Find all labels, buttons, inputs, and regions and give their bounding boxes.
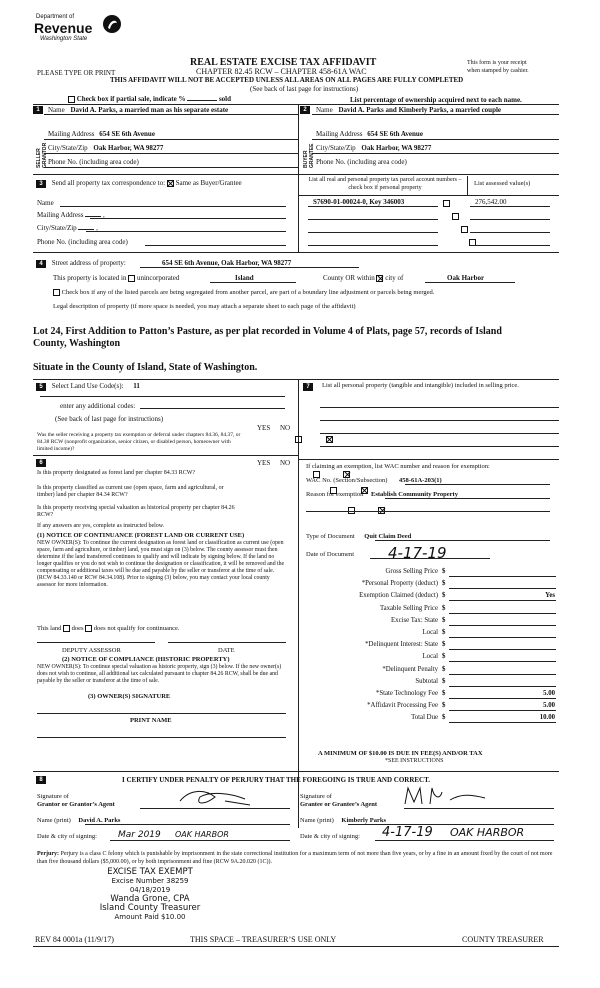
buyer-side-label: BUYER GRANTEE — [303, 143, 315, 168]
fee-label: Local — [422, 629, 438, 636]
exemption-reason[interactable]: Establish Community Property — [371, 491, 458, 498]
buyer-address-label: Mailing Address — [316, 130, 363, 138]
fee-dollar-sign: $ — [442, 629, 446, 636]
print-name-label: PRINT NAME — [130, 717, 172, 724]
buyer-name-label: Name — [316, 106, 333, 114]
legal-description-line1[interactable]: Lot 24, First Addition to Patton’s Pasture, as per plat recorded in Volume 4 of Plats, page 57, records of Island — [33, 326, 502, 337]
street-address-label: Street address of property: — [51, 259, 126, 267]
form-title: REAL ESTATE EXCISE TAX AFFIDAVIT — [190, 57, 377, 68]
personal-property-checkbox-2[interactable] — [452, 213, 459, 220]
seller-address[interactable]: 654 SE 6th Avenue — [99, 130, 155, 138]
treasurer-stamp — [90, 868, 210, 922]
forest-land-question: Is this property designated as forest land per chapter 84.33 RCW? — [37, 470, 196, 476]
grantee-signature-of: Signature of — [300, 793, 332, 800]
section5-yes-header: YES — [257, 424, 271, 432]
fee-underline — [449, 600, 556, 601]
chapter-ref: CHAPTER 82.45 RCW – CHAPTER 458-61A WAC — [196, 67, 367, 76]
corr-phone-label: Phone No. (including area code) — [37, 238, 128, 246]
legal-description-label: Legal description of property (if more space is needed, you may attach a separate sheet to each page of the affidavit) — [53, 303, 356, 310]
certify-statement: I CERTIFY UNDER PENALTY OF PERJURY THAT THE FOREGOING IS TRUE AND CORRECT. — [122, 776, 431, 784]
grantee-city[interactable]: OAK HARBOR — [450, 826, 525, 839]
grantor-name[interactable]: David A. Parks — [78, 817, 121, 824]
seller-name[interactable]: David A. Parks, a married man as his separate estate — [70, 106, 229, 114]
fee-dollar-sign: $ — [442, 677, 446, 685]
unincorporated-label: unincorporated — [136, 274, 180, 282]
fee-label: Exemption Claimed (deduct) — [359, 592, 438, 600]
logo-line2: Revenue — [34, 20, 93, 36]
segregated-checkbox[interactable] — [53, 289, 60, 296]
section-5-number: 5 — [36, 383, 46, 391]
exemption-yes-checkbox[interactable] — [295, 436, 302, 443]
stamp-exempt: EXCISE TAX EXEMPT — [107, 867, 193, 877]
fee-underline — [449, 722, 556, 723]
section-4-number: 4 — [36, 260, 46, 268]
seller-phone-label: Phone No. (including area code) — [48, 158, 139, 166]
this-land-label: This land — [37, 625, 62, 632]
notice-compliance-text: NEW OWNER(S): To continue special valuation as historic property, sign (3) below. If the new owner(s) does not wish to continue, all additional tax calculated pursuant to chapter 84.26 RCW, shall be due and payable by the seller or transferor at the time of sale. — [37, 664, 282, 684]
fee-label: Local — [422, 653, 438, 661]
stamp-amount-paid: Amount Paid $10.00 — [114, 913, 186, 921]
document-date[interactable]: 4-17-19 — [388, 544, 447, 562]
fee-underline — [449, 649, 556, 650]
seller-name-label: Name — [48, 106, 65, 114]
fee-value[interactable]: 10.00 — [539, 714, 555, 722]
notice-continuance-title: (1) NOTICE OF CONTINUANCE (FOREST LAND OR CURRENT USE) — [37, 532, 245, 539]
stamp-excise-number: Excise Number 38259 — [111, 877, 189, 885]
notice-continuance-text: NEW OWNER(S): To continue the current designation as forest land or classification as current use (open space, farm and agriculture, or timber) land, you must sign on (3) below. The county assessor must then determine if the land transferred continues to qualify and will indicate by signing below. If the land no longer qualifies or you do not wish to continue the designation or classification, it will be removed and the compensating or additional taxes will be due and payable by the seller or transferor at the time of sale. (RCW 84.33.140 or RCW 84.34.108). Prior to signing (3) below, you may contact your local county assessor for more information. — [37, 540, 285, 588]
see-back: (See back of last page for instructions) — [250, 85, 359, 93]
assessor-date-label: DATE — [218, 647, 235, 654]
perjury-text: Perjury is a class C felony which is punishable by imprisonment in the state correctional institution for a maximum term of not more than five years, or by a fine in an amount fixed by the court of not more than five thousand dollars ($5,000.00), or by both imprisonment and fine (RCW 9A.20.020 (1C)). — [37, 851, 553, 865]
same-as-buyer-checkbox[interactable] — [167, 180, 174, 187]
property-county[interactable]: Island — [235, 274, 254, 282]
seller-city[interactable]: Oak Harbor, WA 98277 — [93, 144, 164, 152]
exemption-question: Was the seller receiving a property tax exemption or deferral under chapters 84.36, 84.37, or 84.38 RCW (nonprofit organization, senior citizen, or disabled person, homeowner with limited income)? — [37, 432, 241, 452]
section-1-number: 1 — [33, 106, 43, 114]
fee-dollar-sign: $ — [442, 592, 446, 600]
fee-dollar-sign: $ — [442, 568, 446, 575]
seller-address-label: Mailing Address — [48, 130, 95, 138]
grantee-date-label: Date & city of signing: — [300, 833, 360, 840]
grantee-signature-icon[interactable] — [400, 784, 490, 808]
fee-underline — [449, 613, 556, 614]
grantee-agent-label: Grantee or Grantee’s Agent — [300, 801, 378, 808]
exemption-claim-label: If claiming an exemption, list WAC number and reason for exemption: — [306, 463, 490, 470]
does-qualify-checkbox[interactable] — [63, 625, 70, 632]
located-in-label: This property is located in — [53, 274, 127, 282]
fee-label: Excise Tax: State — [391, 616, 438, 624]
fee-underline — [449, 637, 556, 638]
stamp-date: 04/18/2019 — [129, 886, 171, 894]
fee-value[interactable]: 5.00 — [543, 702, 555, 710]
section-2-number: 2 — [300, 106, 310, 114]
section6-yes-header: YES — [257, 459, 271, 467]
wac-number[interactable]: 458-61A-203(1) — [399, 477, 442, 484]
additional-codes-label: enter any additional codes: — [60, 402, 136, 410]
buyer-name[interactable]: David A. Parks and Kimberly Parks, a married couple — [338, 106, 502, 114]
fee-label: Gross Selling Price — [385, 568, 438, 575]
buyer-phone-label: Phone No. (including area code) — [316, 158, 407, 166]
parcel-list-header: List all real and personal property tax parcel account numbers – check box if personal property — [308, 177, 462, 191]
exemption-no-checkbox[interactable] — [326, 436, 333, 443]
fee-underline — [449, 625, 556, 626]
land-use-code[interactable]: 11 — [133, 382, 140, 390]
fee-label: Taxable Selling Price — [379, 604, 438, 612]
historic-question: Is this property receiving special valuation as historical property per chapter 84.26 RCW? — [37, 505, 235, 518]
section-3-number: 3 — [36, 180, 46, 188]
property-city[interactable]: Oak Harbor — [447, 274, 485, 282]
buyer-city-label: City/State/Zip — [316, 144, 356, 152]
fee-underline — [449, 698, 556, 699]
fee-dollar-sign: $ — [442, 616, 446, 624]
dor-logo — [34, 14, 124, 54]
assessed-value[interactable]: 276,542.00 — [475, 198, 507, 206]
fee-underline — [449, 674, 556, 675]
section-8-number: 8 — [36, 776, 46, 784]
corr-address-comma: , — [102, 211, 105, 219]
grantor-agent-label: Grantor or Grantor’s Agent — [37, 801, 115, 808]
grantor-city[interactable]: OAK HARBOR — [175, 830, 229, 839]
fee-underline — [449, 686, 556, 687]
logo-mark-icon — [102, 14, 122, 34]
fee-dollar-sign: $ — [442, 665, 446, 673]
fee-dollar-sign: $ — [442, 702, 446, 710]
fee-dollar-sign: $ — [442, 580, 446, 588]
property-street-address[interactable]: 654 SE 6th Avenue, Oak Harbor, WA 98277 — [162, 259, 292, 267]
fee-value[interactable]: 5.00 — [543, 690, 555, 697]
unincorporated-checkbox[interactable] — [128, 275, 135, 282]
fee-label: *Delinquent Penalty — [382, 665, 438, 673]
see-instructions: *SEE INSTRUCTIONS — [385, 758, 444, 764]
document-date-label: Date of Document — [306, 551, 355, 558]
fee-label: *State Technology Fee — [375, 690, 438, 697]
partial-sale-label: Check box if partial sale, indicate % — [76, 95, 186, 103]
logo-line3: Washington State — [40, 36, 88, 42]
logo-line1: Department of — [36, 14, 75, 20]
if-any-yes: If any answers are yes, complete as instructed below. — [37, 523, 165, 529]
minimum-due: A MINIMUM OF $10.00 IS DUE IN FEE(S) AND/OR TAX — [318, 750, 483, 757]
same-as-buyer-label: Same as Buyer/Grantee — [175, 179, 242, 187]
reason-label: Reason for exemption — [306, 491, 364, 498]
land-use-see-back: (See back of last page for instructions) — [55, 415, 164, 423]
receipt-note2: when stamped by cashier. — [467, 68, 529, 74]
grantor-name-label: Name (print) — [37, 817, 71, 824]
corr-city-comma: , — [96, 224, 98, 232]
personal-property-checkbox-1[interactable] — [443, 200, 450, 207]
grantor-signature-of: Signature of — [37, 793, 69, 800]
sold-label: sold — [218, 95, 232, 103]
fee-label: *Affidavit Processing Fee — [367, 702, 438, 710]
fee-dollar-sign: $ — [442, 690, 446, 697]
fee-underline — [449, 710, 556, 711]
fee-label: Subtotal — [415, 677, 438, 685]
receipt-note1: This form is your receipt — [467, 60, 527, 66]
perjury-label: Perjury: — [37, 851, 59, 857]
corr-address-label: Mailing Address — [37, 211, 84, 219]
fee-dollar-sign: $ — [442, 604, 446, 612]
personal-property-label: List all personal property (tangible and intangible) included in selling price. — [322, 382, 519, 389]
document-type-label: Type of Document — [306, 533, 355, 540]
current-use-question: Is this property classified as current use (open space, farm and agricultural, or timber) land per chapter 84.34 RCW? — [37, 485, 224, 498]
stamp-treasurer-name: Wanda Grone, CPA — [110, 894, 190, 904]
warning-line: THIS AFFIDAVIT WILL NOT BE ACCEPTED UNLESS ALL AREAS ON ALL PAGES ARE FULLY COMPLETED — [110, 76, 464, 84]
notice-compliance-title: (2) NOTICE OF COMPLIANCE (HISTORIC PROPERTY) — [62, 656, 230, 663]
treasurer-use-only: THIS SPACE – TREASURER’S USE ONLY — [190, 935, 337, 944]
partial-sale-row — [68, 95, 231, 103]
tax-correspondence-label: Send all property tax correspondence to: — [51, 179, 166, 187]
please-type: PLEASE TYPE OR PRINT — [37, 69, 116, 77]
list-percentage-note: List percentage of ownership acquired next to each name. — [350, 96, 522, 104]
does-label: does — [71, 625, 84, 632]
segregated-label: Check box if any of the listed parcels are being segregated from another parcel, are part of a boundary line adjustment or parcels being merged. — [61, 289, 435, 296]
buyer-address[interactable]: 654 SE 6th Avenue — [367, 130, 423, 138]
does-not-qualify-checkbox[interactable] — [85, 625, 92, 632]
buyer-city[interactable]: Oak Harbor, WA 98277 — [361, 144, 432, 152]
grantor-signature-icon[interactable] — [175, 787, 255, 809]
within-city-checkbox[interactable] — [376, 275, 383, 282]
parcel-number[interactable]: S7690-01-00024-0, Key 346003 — [313, 198, 405, 206]
section-6-number: 6 — [36, 459, 46, 467]
legal-description-line3[interactable]: Situate in the County of Island, State of Washington. — [33, 362, 258, 373]
deputy-assessor-label: DEPUTY ASSESSOR — [62, 647, 121, 654]
corr-city-label: City/State/Zip — [37, 224, 77, 232]
grantee-name-label: Name (print) — [300, 817, 334, 824]
assessed-value-header: List assessed value(s) — [474, 180, 531, 187]
grantor-date-label: Date & city of signing: — [37, 833, 97, 840]
fee-label: *Delinquent Interest: State — [365, 641, 438, 649]
seller-city-label: City/State/Zip — [48, 144, 88, 152]
land-use-label: Select Land Use Code(s): — [51, 382, 124, 390]
city-of-label: city of — [385, 274, 404, 282]
perjury-notice — [37, 850, 557, 866]
personal-property-checkbox-3[interactable] — [461, 226, 468, 233]
fee-underline — [449, 588, 556, 589]
fee-label: *Personal Property (deduct) — [361, 580, 438, 588]
wac-label: WAC No. (Section/Subsection) — [306, 477, 388, 484]
fee-dollar-sign: $ — [442, 714, 446, 722]
county-or-within-label: County OR within — [323, 274, 375, 282]
grantee-date[interactable]: 4-17-19 — [382, 825, 433, 840]
fee-dollar-sign: $ — [442, 641, 446, 649]
partial-sale-checkbox[interactable] — [68, 96, 75, 103]
fee-underline — [449, 576, 556, 577]
legal-description-line2[interactable]: County, Washington — [33, 338, 121, 349]
corr-name-label: Name — [37, 199, 54, 207]
section5-no-header: NO — [280, 424, 291, 432]
document-type[interactable]: Quit Claim Deed — [364, 533, 412, 540]
grantor-date[interactable]: Mar 2019 — [118, 830, 161, 840]
fee-underline — [449, 661, 556, 662]
fee-value[interactable]: Yes — [545, 592, 555, 600]
county-treasurer-label: COUNTY TREASURER — [462, 935, 544, 944]
seller-side-label: SELLER GRANTOR — [36, 142, 48, 168]
fee-label: Total Due — [411, 714, 438, 722]
section6-no-header: NO — [280, 459, 291, 467]
fee-dollar-sign: $ — [442, 653, 446, 661]
form-revision: REV 84 0001a (11/9/17) — [35, 935, 114, 944]
stamp-treasurer-title: Island County Treasurer — [99, 903, 201, 913]
does-not-label: does not qualify for continuance. — [93, 625, 180, 632]
section-7-number: 7 — [303, 383, 313, 391]
owner-signature-label: (3) OWNER(S) SIGNATURE — [88, 693, 171, 700]
grantee-name[interactable]: Kimberly Parks — [341, 817, 386, 824]
